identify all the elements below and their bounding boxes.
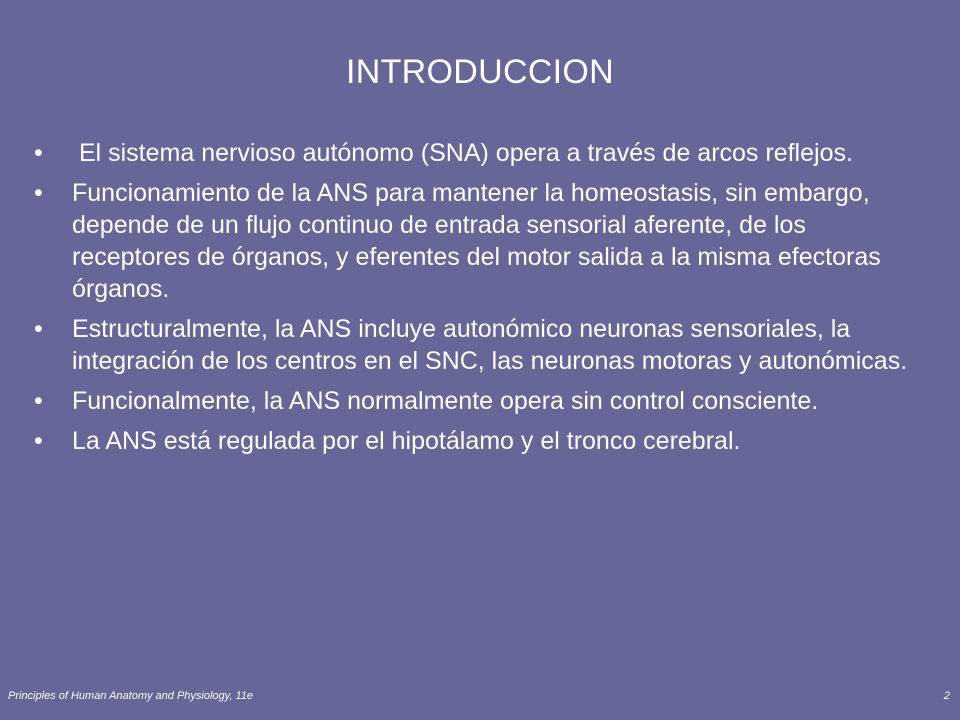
page-number: 2: [943, 690, 950, 702]
bullet-text: Funcionalmente, la ANS normalmente opera sin control consciente.: [72, 387, 819, 415]
bullet-list: [34, 137, 914, 465]
bullet-icon: •: [34, 139, 43, 167]
bullet-icon: •: [34, 179, 43, 207]
bullet-icon: •: [34, 387, 43, 415]
bullet-icon: •: [34, 315, 43, 343]
bullet-text: La ANS está regulada por el hipotálamo y el tronco cerebral.: [72, 427, 741, 455]
bullet-item: [34, 313, 914, 377]
footer-source: Principles of Human Anatomy and Physiology, 11e: [8, 690, 253, 702]
bullet-text: El sistema nervioso autónomo (SNA) opera a través de arcos reflejos.: [72, 139, 853, 167]
bullet-icon: •: [34, 427, 43, 455]
bullet-item: [34, 177, 914, 305]
bullet-item: [34, 137, 914, 169]
slide-title: INTRODUCCION: [345, 53, 615, 91]
bullet-item: [34, 425, 914, 457]
bullet-text: Funcionamiento de la ANS para mantener la homeostasis, sin embargo, depende de un flujo continuo de entrada sensorial aferente, de los receptores de órganos, y eferentes del motor salida a la misma efectoras órganos.: [72, 179, 881, 303]
bullet-text: Estructuralmente, la ANS incluye autonómico neuronas sensoriales, la integración de los centros en el SNC, las neuronas motoras y autonómicas.: [72, 315, 908, 375]
bullet-item: [34, 385, 914, 417]
